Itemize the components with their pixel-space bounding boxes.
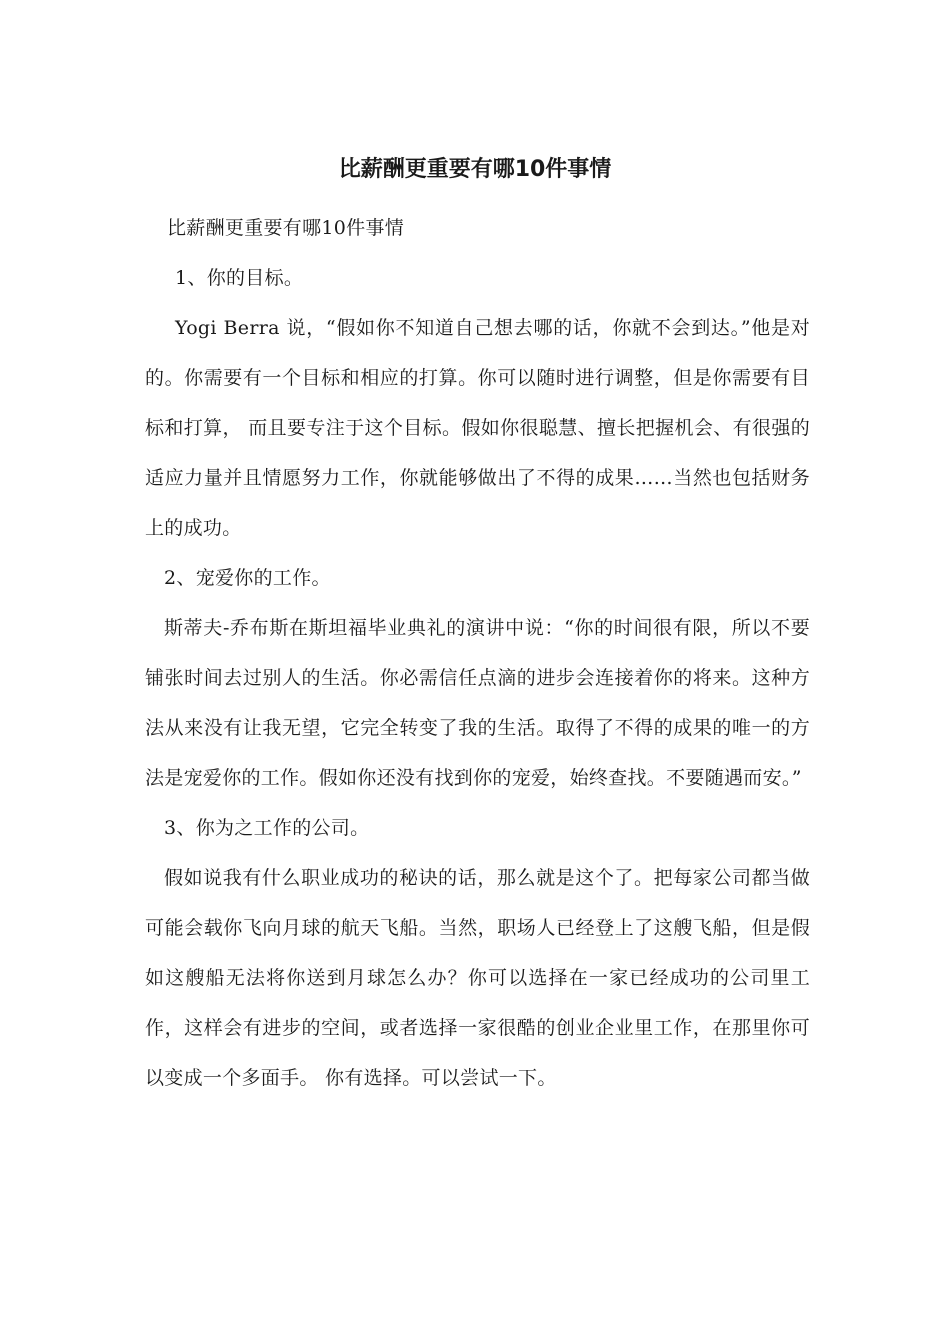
document-title: 比薪酬更重要有哪10件事情 xyxy=(338,157,612,182)
section-heading-1: 1、你的目标。 xyxy=(175,267,304,289)
document-body xyxy=(145,203,810,1103)
body-paragraph-2: 斯蒂夫-乔布斯在斯坦福毕业典礼的演讲中说：“你的时间很有限，所以不要铺张时间去过别人的生活。你必需信任点滴的进步会连接着你的将来。这种方法从来没有让我无望，它完全转变了我的生活。取得了不得的成果的唯一的方法是宠爱你的工作。假如你还没有找到你的宠爱，始终查找。不要随遇而安。” xyxy=(145,617,810,789)
body-paragraph-3: 假如说我有什么职业成功的秘诀的话，那么就是这个了。把每家公司都当做可能会载你飞向月球的航天飞船。当然，职场人已经登上了这艘飞船，但是假如这艘船无法将你送到月球怎么办？你可以选择在一家已经成功的公司里工作，这样会有进步的空间，或者选择一家很酷的创业企业里工作，在那里你可以变成一个多面手。 你有选择。可以尝试一下。 xyxy=(145,867,810,1089)
section-heading-3: 3、你为之工作的公司。 xyxy=(164,817,370,839)
section-heading-2: 2、宠爱你的工作。 xyxy=(164,567,331,589)
subtitle-paragraph: 比薪酬更重要有哪10件事情 xyxy=(167,217,405,239)
body-paragraph-1: Yogi Berra 说，“假如你不知道自己想去哪的话，你就不会到达。”他是对的。你需要有一个目标和相应的打算。你可以随时进行调整，但是你需要有目标和打算， 而且要专注于这个目标。假如你很聪慧、擅长把握机会、有很强的适应力量并且情愿努力工作，你就能够做出了不得的成果……当然也包括财务上的成功。 xyxy=(145,317,810,539)
